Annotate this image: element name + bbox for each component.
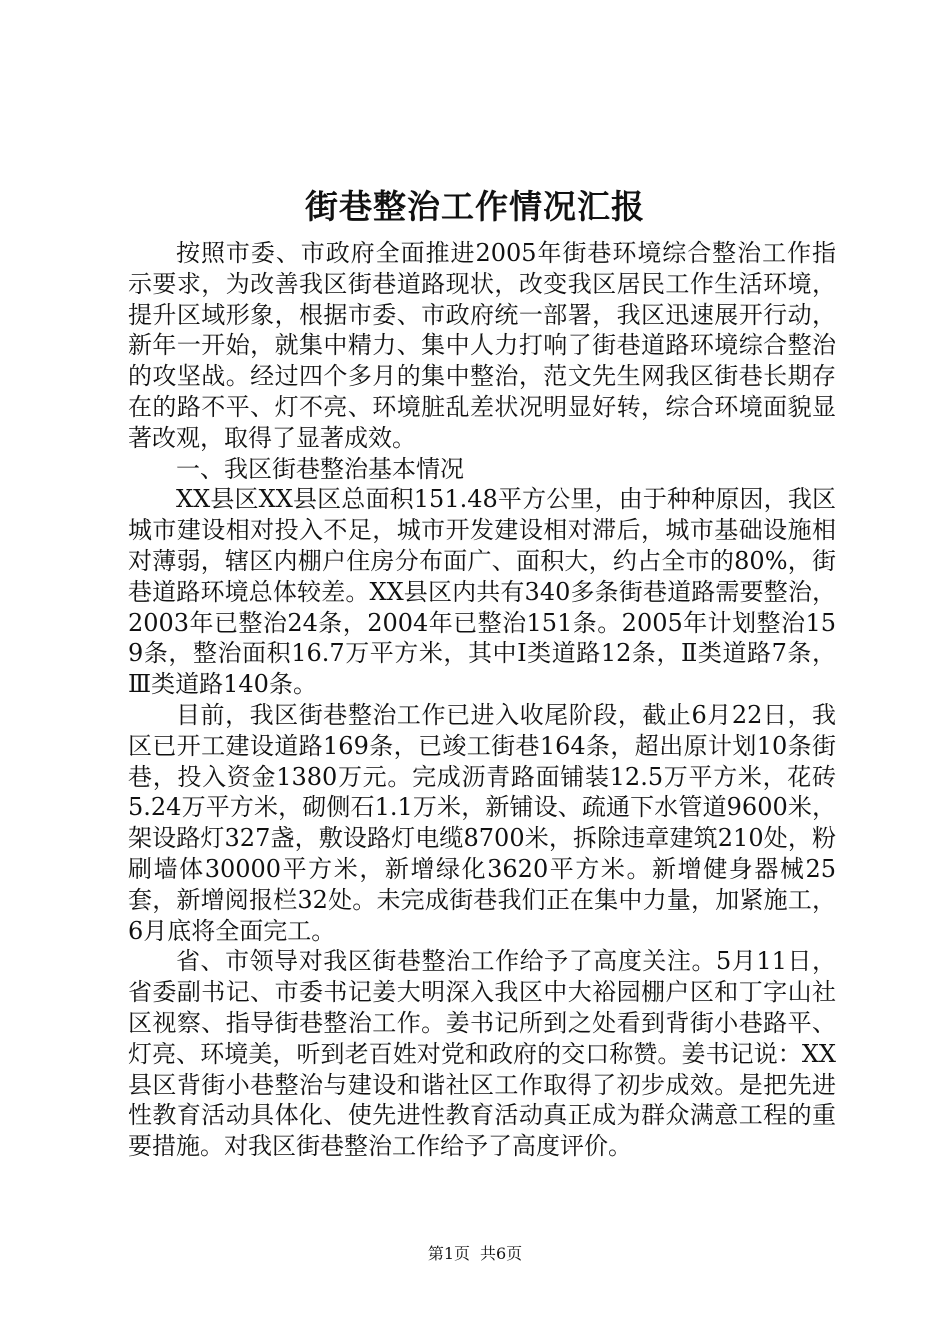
paragraph-progress: 目前，我区街巷整治工作已进入收尾阶段，截止6月22日，我区已开工建设道路169条，已竣工街巷164条，超出原计划10条街巷，投入资金1380万元。完成沥青路面铺装12.5万平方米，花砖5.24万平方米，砌侧石1.1万米，新铺设、疏通下水管道9600米，架设路灯327盏，敷设路灯电缆8700米，拆除违章建筑210处，粉刷墙体30000平方米，新增绿化3620平方米。新增健身器械25套，新增阅报栏32处。未完成街巷我们正在集中力量，加紧施工，6月底将全面完工。	[128, 700, 836, 945]
paragraph-leadership: 省、市领导对我区街巷整治工作给予了高度关注。5月11日，省委副书记、市委书记姜大明深入我区中大裕园棚户区和丁字山社区视察、指导街巷整治工作。姜书记所到之处看到背街小巷路平、灯亮、环境美，听到老百姓对党和政府的交口称赞。姜书记说：XX县区背街小巷整治与建设和谐社区工作取得了初步成效。是把先进性教育活动具体化、使先进性教育活动真正成为群众满意工程的重要措施。对我区街巷整治工作给予了高度评价。	[128, 947, 836, 1161]
page-total: 共6页	[480, 1244, 523, 1263]
section-heading: 一、我区街巷整治基本情况	[176, 454, 464, 483]
paragraph-overview: XX县区XX县区总面积151.48平方公里，由于种种原因，我区城市建设相对投入不足，城市开发建设相对滞后，城市基础设施相对薄弱，辖区内棚户住房分布面广、面积大，约占全市的80%，街巷道路环境总体较差。XX县区内共有340多条街巷道路需要整治，2003年已整治24条，2004年已整治151条。2005年计划整治159条，整治面积16.7万平方米，其中Ⅰ类道路12条，Ⅱ类道路7条，Ⅲ类道路140条。	[128, 485, 836, 699]
document-title: 街巷整治工作情况汇报	[305, 187, 645, 226]
document-body	[128, 238, 836, 1162]
paragraph-intro: 按照市委、市政府全面推进2005年街巷环境综合整治工作指示要求，为改善我区街巷道路现状，改变我区居民工作生活环境，提升区域形象，根据市委、市政府统一部署，我区迅速展开行动，新年一开始，就集中精力、集中人力打响了街巷道路环境综合整治的攻坚战。经过四个多月的集中整治，范文先生网我区街巷长期存在的路不平、灯不亮、环境脏乱差状况明显好转，综合环境面貌显著改观，取得了显著成效。	[128, 239, 836, 452]
page-footer	[0, 1243, 950, 1265]
page-number: 第1页	[427, 1244, 470, 1263]
